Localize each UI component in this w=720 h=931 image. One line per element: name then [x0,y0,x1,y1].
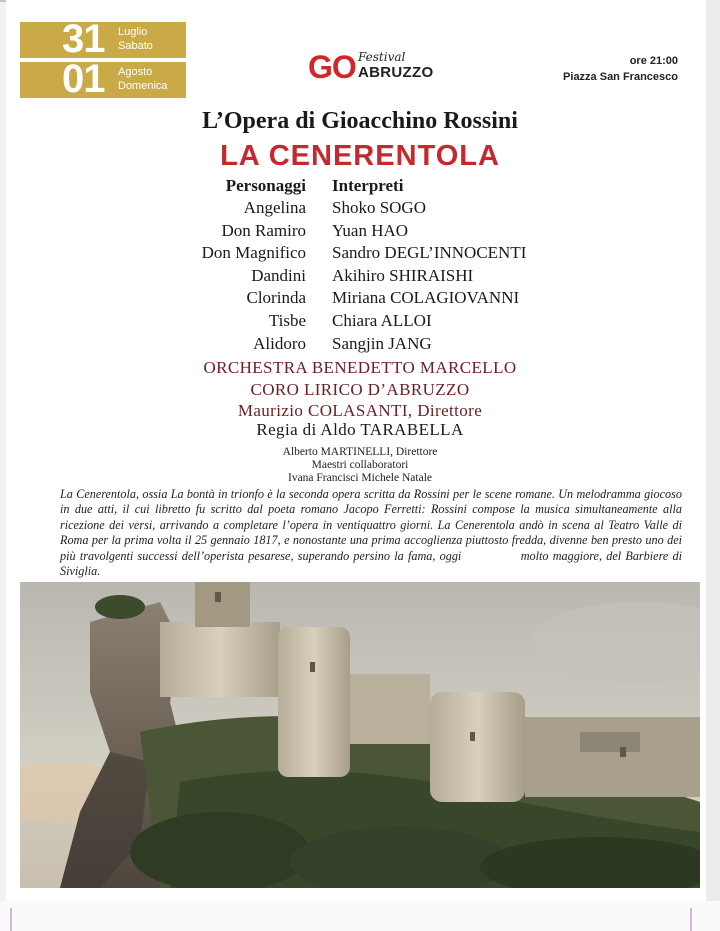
cast-role: Clorinda [246,288,306,308]
date-day-number: 31 [62,17,105,61]
cast-header [130,176,610,198]
credit-maestri-names: Ivana Francisci Michele Natale [287,472,432,484]
date-weekday: Sabato [118,40,153,52]
cast-row [130,221,610,244]
event-info [563,53,678,85]
date-row-2 [20,57,186,101]
dates-block [20,17,186,101]
cast-row [130,311,610,334]
event-time: ore 21:00 [629,55,678,67]
cast-actor: Sandro DEGL’INNOCENTI [332,243,527,263]
event-place: Piazza San Francesco [563,71,678,83]
cast-actor: Shoko SOGO [332,198,426,217]
page-subtitle: L’Opera di Gioacchino Rossini [202,108,518,134]
credit-coro: CORO LIRICO D’ABRUZZO [250,380,470,399]
cast-actor: Yuan HAO [332,220,409,240]
crop-mark [10,908,12,931]
credit-orchestra: ORCHESTRA BENEDETTO MARCELLO [203,358,517,377]
page-title: LA CENERENTOLA [220,140,500,172]
date-month: Luglio [118,26,148,38]
logo-festival-text: Festival [358,50,406,64]
cast-actor: Sangjin JANG [332,333,432,353]
cast-role: Don Magnifico [201,243,306,263]
date-day-number: 01 [62,57,105,101]
logo-abruzzo-text: ABRUZZO [358,64,434,81]
festival-logo [308,50,448,86]
cast-role: Don Ramiro [221,220,306,240]
cast-role: Alidoro [253,333,306,353]
cast-role: Tisbe [268,310,306,330]
cast-row [130,243,610,266]
cast-row [130,288,610,311]
cast-row [130,334,610,357]
cast-header-role: Personaggi [225,176,306,195]
cast-actor: Chiara ALLOI [332,310,432,330]
credit-regia: Regia di Aldo TARABELLA [256,420,464,439]
cast-row [130,266,610,289]
cast-role: Dandini [251,265,306,285]
logo-go-text: GO [308,49,356,85]
cast-row [130,198,610,221]
cast-actor: Akihiro SHIRAISHI [332,265,474,285]
cast-header-actor: Interpreti [332,176,404,195]
castle-photo [20,582,700,888]
crop-mark [690,908,692,931]
cast-role: Angelina [243,198,306,217]
crop-mark [0,0,6,2]
date-row-1 [20,17,186,61]
credit-maestri-label: Maestri collaboratori [311,459,409,471]
date-month: Agosto [118,66,153,78]
date-weekday: Domenica [118,80,168,92]
credit-direttore: Maurizio COLASANTI, Direttore [237,401,483,420]
cast-table [130,176,610,356]
page-edge-bottom [0,901,720,931]
description-paragraph: La Cenerentola, ossia La bontà in trionfo è la seconda opera scritta da Rossini per le scene romane. Un melodramma giocoso in due atti, il cui libretto fu scritto dal poeta romano Jacopo Ferretti: Rossini compose la musica simultaneamente alla ricezione dei versi, arrivando a completare l’opera in ventiquattro giorni. La Cenerentola andò in scena al Teatro Valle di Roma per la prima volta il 25 gennaio 1817, e nonostante una prima accoglienza piuttosto fredda, divenne ben presto uno dei più travolgenti successi dell’operista pesarese, superando persino la fama, oggi molto maggiore, del Barbiere di Siviglia. [60,487,686,579]
credit-coro-direttore: Alberto MARTINELLI, Direttore [282,446,438,458]
cast-actor: Miriana COLAGIOVANNI [332,288,520,308]
